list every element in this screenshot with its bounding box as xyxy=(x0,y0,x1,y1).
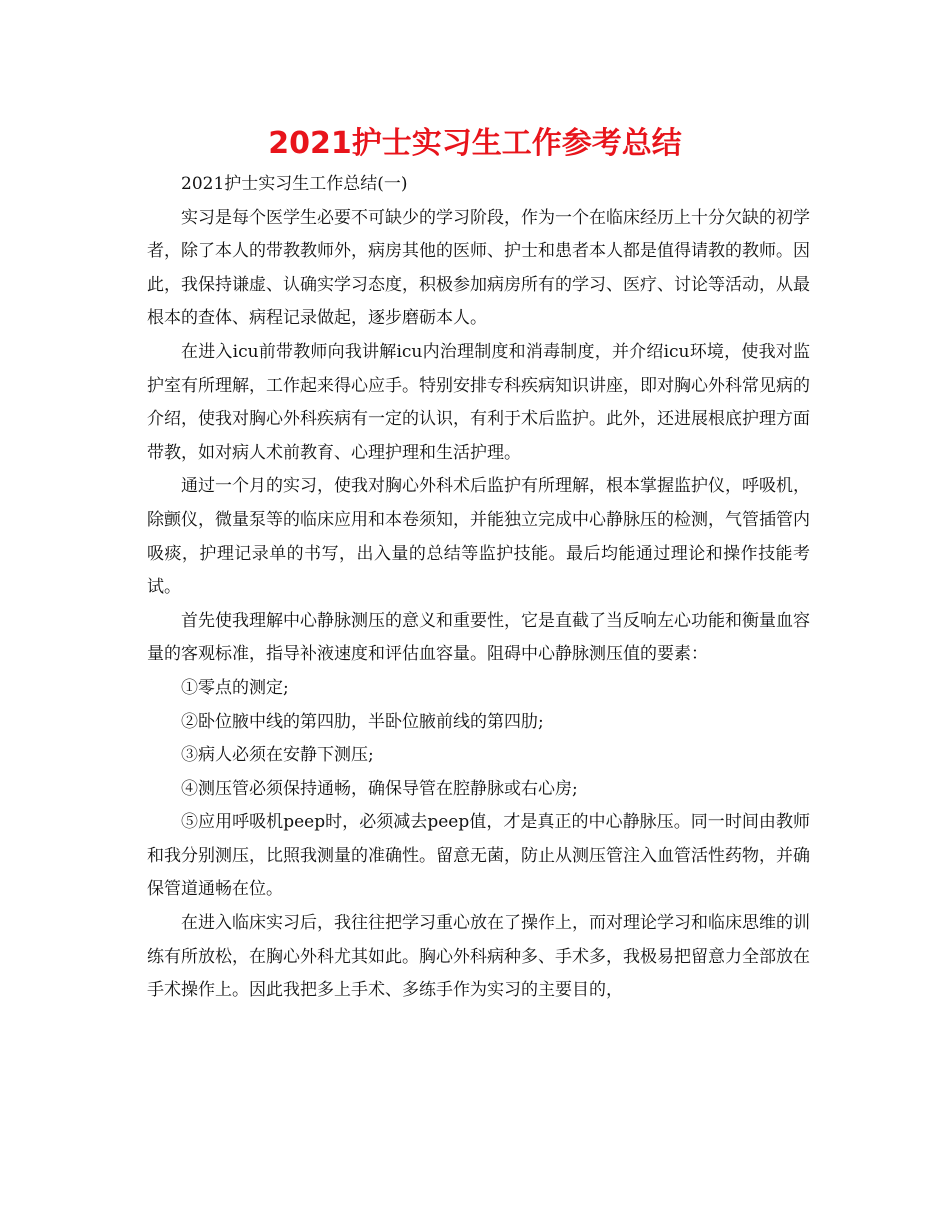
list-item: ①零点的测定; xyxy=(181,677,289,698)
list-item: ④测压管必须保持通畅，确保导管在腔静脉或右心房; xyxy=(181,778,578,799)
paragraph-subtitle: 2021护士实习生工作总结(一) xyxy=(181,174,408,194)
paragraph: 实习是每个医学生必要不可缺少的学习阶段，作为一个在临床经历上十分欠缺的初学者，除了本人的带教教师外，病房其他的医师、护士和患者本人都是值得请教的教师。因此，我保持谦虚、认确实学习态度，积极参加病房所有的学习、医疗、讨论等活动，从最根本的查体、病程记录做起，逐步磨砺本人。 xyxy=(147,207,810,329)
document-title: 2021护士实习生工作参考总结 xyxy=(268,126,682,161)
paragraph: 在进入icu前带教师向我讲解icu内治理制度和消毒制度，并介绍icu环境，使我对监护室有所理解，工作起来得心应手。特别安排专科疾病知识讲座，即对胸心外科常见病的介绍，使我对胸心外科疾病有一定的认识，有利于术后监护。此外，还进展根底护理方面带教，如对病人术前教育、心理护理和生活护理。 xyxy=(147,341,810,463)
list-item: ③病人必须在安静下测压; xyxy=(181,745,374,766)
document-body xyxy=(147,168,810,1008)
paragraph: 通过一个月的实习，使我对胸心外科术后监护有所理解，根本掌握监护仪，呼吸机，除颤仪，微量泵等的临床应用和本卷须知，并能独立完成中心静脉压的检测，气管插管内吸痰，护理记录单的书写，出入量的总结等监护技能。最后均能通过理论和操作技能考试。 xyxy=(147,476,810,598)
paragraph: 在进入临床实习后，我往往把学习重心放在了操作上，而对理论学习和临床思维的训练有所放松，在胸心外科尤其如此。胸心外科病种多、手术多，我极易把留意力全部放在手术操作上。因此我把多上手术、多练手作为实习的主要目的， xyxy=(147,913,810,1001)
list-item: ⑤应用呼吸机peep时，必须减去peep值，才是真正的中心静脉压。同一时间由教师和我分别测压，比照我测量的准确性。留意无菌，防止从测压管注入血管活性药物，并确保管道通畅在位。 xyxy=(147,812,810,900)
list-item: ②卧位腋中线的第四肋，半卧位腋前线的第四肋; xyxy=(181,711,544,732)
paragraph: 首先使我理解中心静脉测压的意义和重要性，它是直截了当反响左心功能和衡量血容量的客观标准，指导补液速度和评估血容量。阻碍中心静脉测压值的要素： xyxy=(147,610,810,665)
